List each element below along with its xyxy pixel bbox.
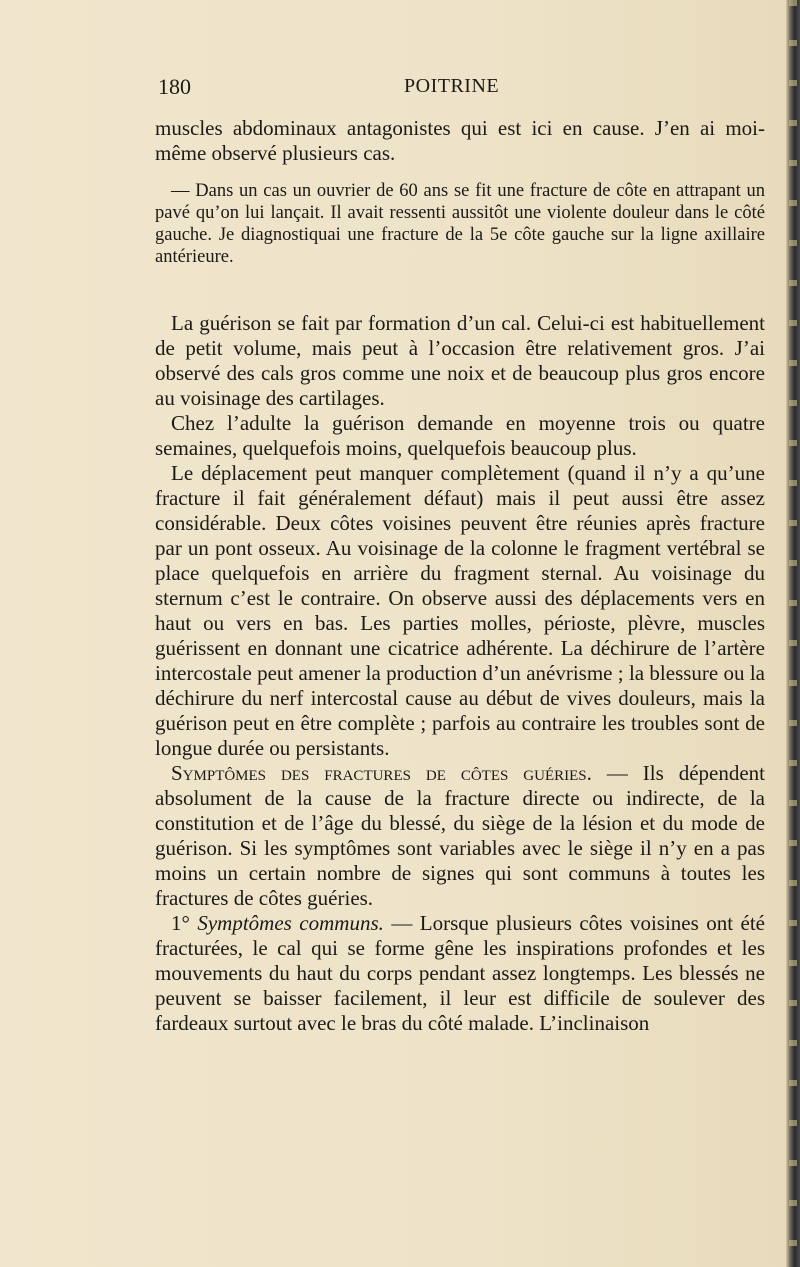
- paragraph-6-text: — Ils dépendent absolument de la cause de la fracture directe ou indirecte, de la constitution et de l’âge du blessé, du siège de la lésion et du mode de guérison. Si les symptômes sont variables avec le siège il n’y en a pas moins un certain nombre de signes qui sont communs à toutes les fractures de côtes guéries.: [155, 761, 766, 910]
- paragraph-4-text: Chez l’adulte la guérison demande en moyenne trois ou quatre semaines, quelquefois moins, quelquefois beaucoup plus.: [155, 411, 765, 460]
- paragraph-5-text: Le déplacement peut manquer complètement (quand il n’y a qu’une fracture il fait généralement défaut) mais il peut aussi être assez considérable. Deux côtes voisines peuvent être réunies après fracture par un pont osseux. Au voisinage de la colonne le fragment vertébral se place quelquefois en arrière du fragment sternal. Au voisinage du sternum c’est le contraire. On observe aussi des déplacements vers en haut ou vers en bas. Les parties molles, périoste, plèvre, muscles guérissent en donnant une cicatrice adhérente. La déchirure de l’artère intercostale peut amener la production d’un anévrisme ; la blessure ou la déchirure du nerf intercostal cause au début de vives douleurs, mais la guérison peut en être complète ; parfois au contraire les troubles sont de longue durée ou persistants.: [155, 461, 765, 760]
- paragraph-7: [155, 911, 765, 1036]
- paragraph-2-text: — Dans un cas un ouvrier de 60 ans se fit une fracture de côte en attrapant un pavé qu’on lui lançait. Il avait ressenti aussitôt une violente douleur dans le côté gauche. Je diagnostiquai une fracture de la 5e côte gauche sur la ligne axillaire antérieure.: [155, 181, 765, 267]
- paragraph-6: [155, 761, 765, 911]
- paragraph-1-text: muscles abdominaux antagonistes qui est ici en cause. J’en ai moi-même observé plusieurs cas.: [155, 116, 765, 165]
- paragraph-7-number: 1°: [171, 911, 198, 935]
- page-number: 180: [158, 74, 191, 99]
- case-report-paragraph: [155, 180, 765, 268]
- main-text-block: [155, 311, 765, 1036]
- paragraph-3-text: La guérison se fait par formation d’un cal. Celui-ci est habituellement de petit volume, mais peut à l’occasion être relativement gros. J’ai observé des cals gros comme une noix et de beaucoup plus gros encore au voisinage des cartilages.: [155, 311, 765, 410]
- section-heading-healed-fractures: Symptômes des fractures de côtes guéries.: [171, 761, 592, 785]
- paragraph-7-text: — Lorsque plusieurs côtes voisines ont été fracturées, le cal qui se forme gêne les inspirations profondes et les mouvements du haut du corps pendant assez longtemps. Les blessés ne peuvent se baisser facilement, il leur est difficile de soulever des fardeaux surtout avec le bras du côté malade. L’inclinaison: [155, 911, 765, 1035]
- page-edge-texture: [789, 0, 797, 1267]
- running-head: POITRINE: [404, 75, 500, 97]
- paragraph-1: [155, 116, 765, 166]
- page-edge: [786, 0, 800, 1267]
- section-heading-common-symptoms: Symptômes communs.: [197, 911, 384, 935]
- page-header: [158, 74, 766, 104]
